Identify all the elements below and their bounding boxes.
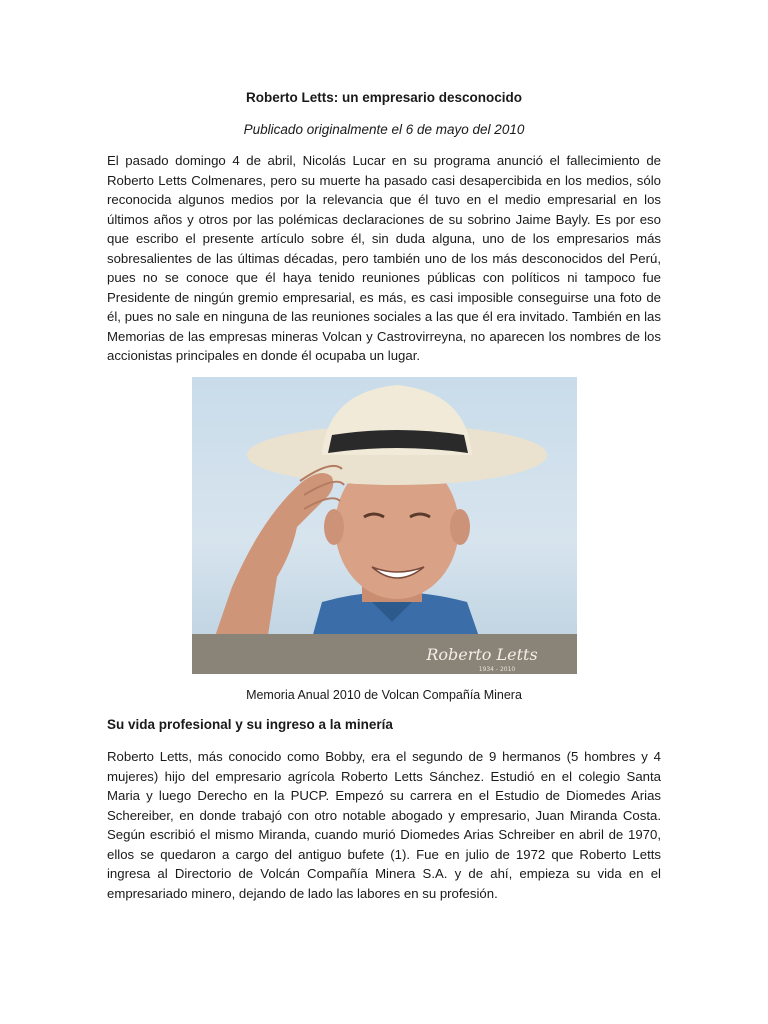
photo-caption: Memoria Anual 2010 de Volcan Compañía Minera bbox=[246, 688, 522, 702]
portrait-photo bbox=[192, 377, 577, 674]
section-heading: Su vida profesional y su ingreso a la minería bbox=[107, 717, 393, 732]
photo-years: 1934 - 2010 bbox=[478, 666, 516, 673]
publication-date: Publicado originalmente el 6 de mayo del 2010 bbox=[243, 122, 525, 137]
intro-paragraph: El pasado domingo 4 de abril, Nicolás Lucar en su programa anunció el fallecimiento de Roberto Letts Colmenares, pero su muerte ha pasado casi desapercibida en los medios, sólo reconocida algunos medios por la relevancia que él tuvo en el medio empresarial en los últimos años y otros por las polémicas declaraciones de su sobrino Jaime Bayly. Es por eso que escribo el presente artículo sobre él, sin duda alguna, uno de los empresarios más sobresalientes de las últimas décadas, pero también uno de los más desconocidos del Perú, pues no se conoce que él haya tenido reuniones públicas con políticos ni tampoco fue Presidente de ningún gremio empresarial, es más, es casi imposible conseguirse una foto de él, pues no sale en ninguna de las reuniones sociales a las que él era invitado. También en las Memorias de las empresas mineras Volcan y Castrovirreyna, no aparecen los nombres de los accionistas principales en donde él ocupaba un lugar. bbox=[107, 153, 661, 363]
photo-signature: Roberto Letts bbox=[426, 645, 538, 664]
article-title: Roberto Letts: un empresario desconocido bbox=[245, 90, 523, 105]
portrait-illustration bbox=[192, 377, 577, 674]
career-paragraph: Roberto Letts, más conocido como Bobby, era el segundo de 9 hermanos (5 hombres y 4 mujeres) hijo del empresario agrícola Roberto Letts Sánchez. Estudió en el colegio Santa Maria y luego Derecho en la PUCP. Empezó su carrera en el Estudio de Diomedes Arias Schereiber, en donde trabajó con otro notable abogado y empresario, Juan Miranda Costa. Según escribió el mismo Miranda, cuando murió Diomedes Arias Schreiber en abril de 1970, ellos se quedaron a cargo del antiguo bufete (1). Fue en julio de 1972 que Roberto Letts ingresa al Directorio de Volcán Compañía Minera S.A. y de ahí, empieza su vida en el empresariado minero, dejando de lado las labores en su profesión. bbox=[107, 749, 661, 901]
